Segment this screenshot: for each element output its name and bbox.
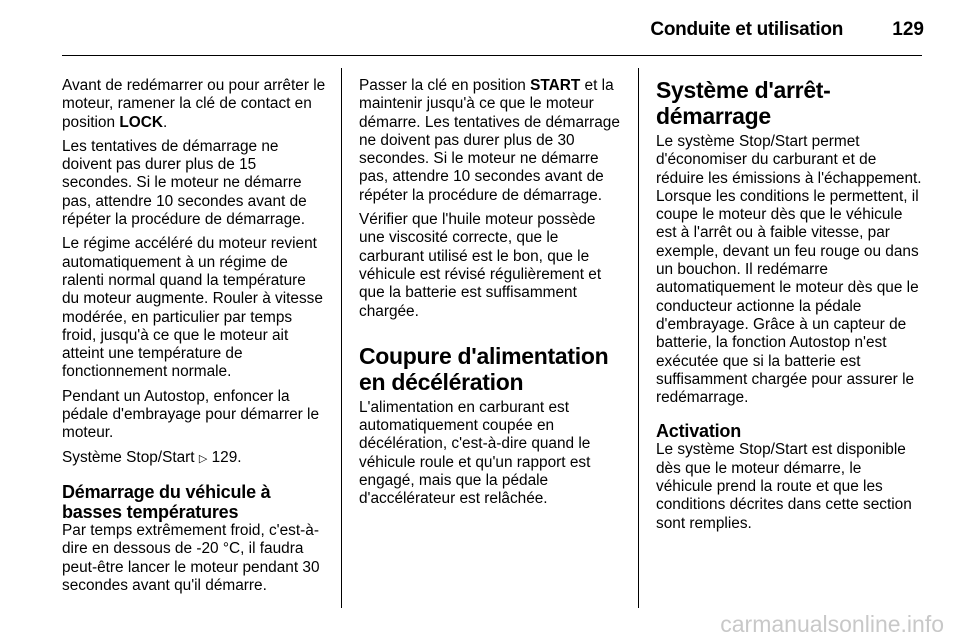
paragraph-activation: Le système Stop/Start est disponible dès que le moteur démarre, le véhicule prend la route et que les conditions décrites dans cette section sont remplies. <box>656 441 912 532</box>
paragraph-stop-start: Le système Stop/Start permet d'économiser du carburant et de réduire les émissions à l'échappement. Lorsque les conditions le permettent, il coupe le moteur dès que le véhicule est à l'arrêt ou à faible vitesse, par exemple, devant un feu rouge ou dans un bouchon. Il redémarre automatiquement le moteur dès que le conducteur actionne la pédale d'embrayage. Grâce à un capteur de batterie, la fonction Autostop n'est exécutée que si la batterie est suffisamment chargée pour assurer le redémarrage. <box>656 133 922 407</box>
arrow-icon: ▷ <box>198 452 208 465</box>
paragraph-cold-start: Par temps extrêmement froid, c'est-à-dire en dessous de -20 °C, il faudra peut-être lancer le moteur pendant 30 secondes avant qu'il démarre. <box>62 521 320 594</box>
text-run: et la maintenir jusqu'à ce que le moteur démarre. Les tentatives de démarrage ne doivent pas durer plus de 30 secondes. Si le moteur ne démarre pas, attendre 10 secondes avant de répéter la procédure de démarrage. <box>359 77 620 204</box>
heading-stop-start: Système d'arrêt-démarrage <box>656 77 831 129</box>
heading-activation: Activation <box>656 421 742 442</box>
reference-page: 129. <box>207 448 242 466</box>
text-run: Avant de redémarrer ou pour arrêter le moteur, ramener la clé de contact en position <box>62 77 326 131</box>
cross-reference[interactable] <box>62 449 327 468</box>
paragraph-autostop: Pendant un Autostop, enfoncer la pédale d'embrayage pour démarrer le moteur. <box>62 387 320 442</box>
paragraph-lock <box>62 77 327 132</box>
paragraph-start <box>359 77 624 205</box>
column-divider-1 <box>341 68 342 608</box>
column-divider-2 <box>638 68 639 608</box>
paragraph-idle: Le régime accéléré du moteur revient automatiquement à un régime de ralenti normal quand la température du moteur augmente. Rouler à vitesse modérée, en particulier par temps froid, jusqu'à ce que le moteur ait atteint une température de fonctionnement normale. <box>62 235 323 381</box>
page-number: 129 <box>892 19 924 40</box>
lock-label: LOCK <box>119 113 163 131</box>
column-1 <box>62 77 327 601</box>
column-3 <box>656 77 922 539</box>
section-title: Conduite et utilisation <box>650 19 843 40</box>
header-rule <box>62 55 922 56</box>
text-run: . <box>162 113 168 131</box>
heading-cold-start: Démarrage du véhicule à basses températures <box>62 481 271 522</box>
watermark: carmanualsonline.info <box>720 611 944 637</box>
start-label: START <box>530 77 581 94</box>
heading-fuel-cutoff: Coupure d'alimentation en décélération <box>359 342 609 395</box>
text-run: Passer la clé en position <box>359 77 531 94</box>
paragraph-fuel-cutoff: L'alimentation en carburant est automatiquement coupée en décélération, c'est-à-dire quand le véhicule roule et qu'un rapport est engagé, mais que la pédale d'accélérateur est relâchée. <box>359 398 591 508</box>
paragraph-oil: Vérifier que l'huile moteur possède une viscosité correcte, que le carburant utilisé est le bon, que le véhicule est révisé régulièrement et que la batterie est suffisamment chargée. <box>359 211 602 320</box>
reference-text: Système Stop/Start <box>62 448 199 466</box>
paragraph-attempts: Les tentatives de démarrage ne doivent pas durer plus de 15 secondes. Si le moteur ne démarre pas, attendre 10 secondes avant de répéter la procédure de démarrage. <box>62 137 307 229</box>
column-2 <box>359 77 624 515</box>
